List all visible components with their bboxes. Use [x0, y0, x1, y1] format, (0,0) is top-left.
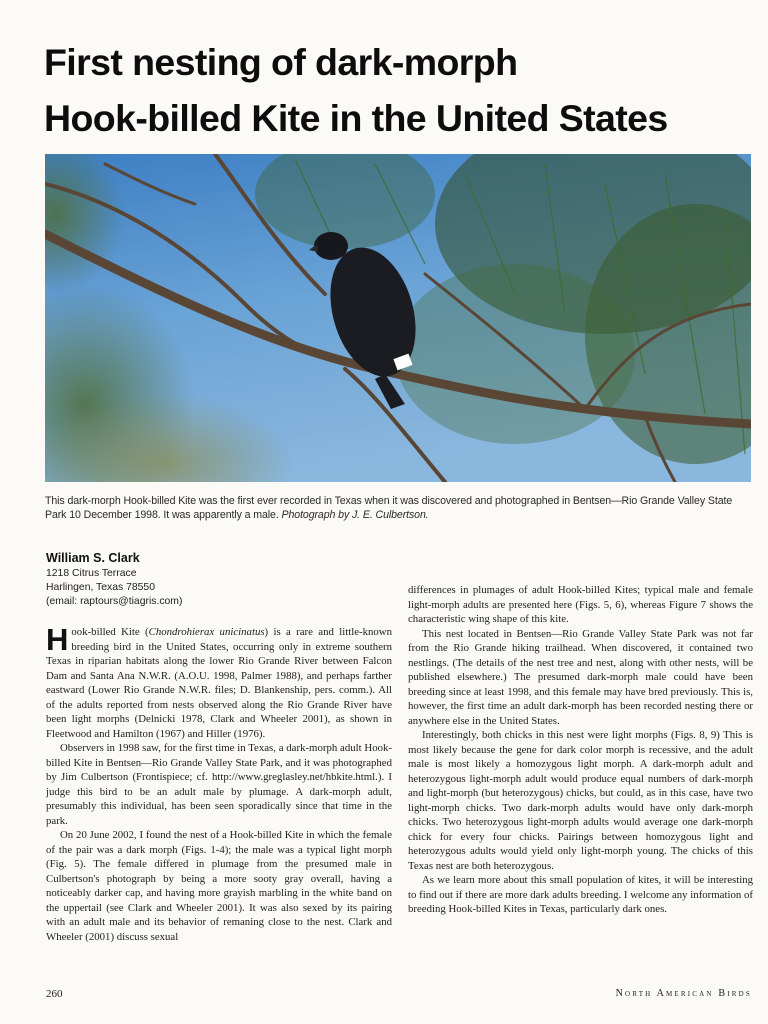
author-name: William S. Clark: [46, 551, 140, 565]
paragraph-1-start: ook-billed Kite (: [71, 626, 149, 638]
drop-cap: H: [46, 622, 69, 657]
paragraph-2: Observers in 1998 saw, for the first time in Texas, a dark-morph adult Hook-billed Kite in Bentsen—Rio Grande Valley State Park, and it was photographed by Jim Culbertson (Frontispiece; cf. http://www.greglasley.net/hbkite.html.). I judge this bird to be an adult male by plumage. A dark-morph adult, presumably this individual, has been seen sporadically since that time in the park.: [46, 742, 392, 827]
caption-text: This dark-morph Hook-billed Kite was the first ever recorded in Texas when it was discovered and photographed in Bentsen—Rio Grande Valley State Park 10 December 1998. It was apparently a male.: [45, 495, 733, 521]
author-address-1: 1218 Citrus Terrace: [46, 568, 137, 579]
article-title: [44, 34, 744, 146]
paragraph-7: As we learn more about this small population of kites, it will be interesting to find out if there are more dark adults breeding. I welcome any information of breeding Hook-billed Kites in Texas, particularly dark ones.: [408, 874, 753, 915]
caption-credit: Photograph by J. E. Culbertson.: [281, 509, 429, 521]
photo-caption: [45, 494, 753, 522]
paragraph-4: differences in plumages of adult Hook-billed Kites; typical male and female light-morph adults are presented here (Figs. 5, 6), whereas Figure 7 shows the characteristic wing shape of this kite.: [408, 584, 753, 625]
body-column-2: [408, 583, 753, 917]
hook-billed-kite-photo: [45, 154, 751, 482]
paragraph-6: Interestingly, both chicks in this nest were light morphs (Figs. 8, 9) This is most likely because the gene for dark color morph is recessive, and the adult male is most likely a homozygous light morph. A dark-morph adult and heterozygous light-morph adult would produce equal numbers of dark-morph and light-morph (but heterozygous) chicks, but could, as in this case, have two light-morph chicks. Two dark-morph adults would have only dark-morph chicks. Two heterozygous light-morph adults would average one dark-morph chick for every four chicks. Pairings between homozygous light and heterozygous adults would yield only light-morph young. The chicks of this Texas nest are both heterozygous.: [408, 729, 753, 872]
paragraph-5: This nest located in Bentsen—Rio Grande Valley State Park was not far from the Rio Grande hiking trailhead. When discovered, it contained two nestlings. (The details of the nest tree and nest, along with other nests, will be published elsewhere.) The presumed dark-morph male could have been breeding since at least 1998, and this female may have bred previously. This is, however, the first time an adult dark-morph has been recorded nesting there or anywhere else in the United States.: [408, 627, 753, 727]
journal-name: North American Birds: [615, 988, 752, 999]
author-block: [46, 550, 386, 609]
page-number: 260: [46, 988, 63, 1000]
paragraph-1: [46, 622, 392, 741]
author-email: (email: raptours@tiagris.com): [46, 596, 183, 607]
body-column-1: [46, 622, 392, 944]
title-line-1: First nesting of dark-morph: [44, 41, 518, 83]
title-line-2: Hook-billed Kite in the United States: [44, 97, 668, 139]
species-name: Chondrohierax unicinatus: [148, 626, 265, 638]
paragraph-1-rest: ) is a rare and little-known breeding bird in the United States, occurring only in extreme southern Texas in riparian habitats along the lower Rio Grande River between Falcon Dam and Santa Ana N.W.R. (A.O.U. 1998, Palmer 1988), and perhaps farther eastward (Lower Rio Grande N.W.R. files; D. Blankenship, pers. comm.). All of the adults reported from nests observed along the Rio Grande River have been light morphs (Delnicki 1978, Clark and Wheeler 2001), as shown in Fleetwood and Hamilton (1967) and Hiller (1976).: [46, 626, 392, 740]
paragraph-3: On 20 June 2002, I found the nest of a Hook-billed Kite in which the female of the pair was a dark morph (Figs. 1-4); the male was a typical light morph (Fig. 5). The female differed in plumage from the presumed male in Culbertson's photograph by being a more sooty gray overall, having a noticeably darker cap, and having more grayish marbling in the white band on the uppertail (see Clark and Wheeler 2001). It was also sexed by its pairing with an adult male and its behavior of remaning close to the nest. Clark and Wheeler (2001) discuss sexual: [46, 829, 392, 943]
author-address-2: Harlingen, Texas 78550: [46, 582, 155, 593]
